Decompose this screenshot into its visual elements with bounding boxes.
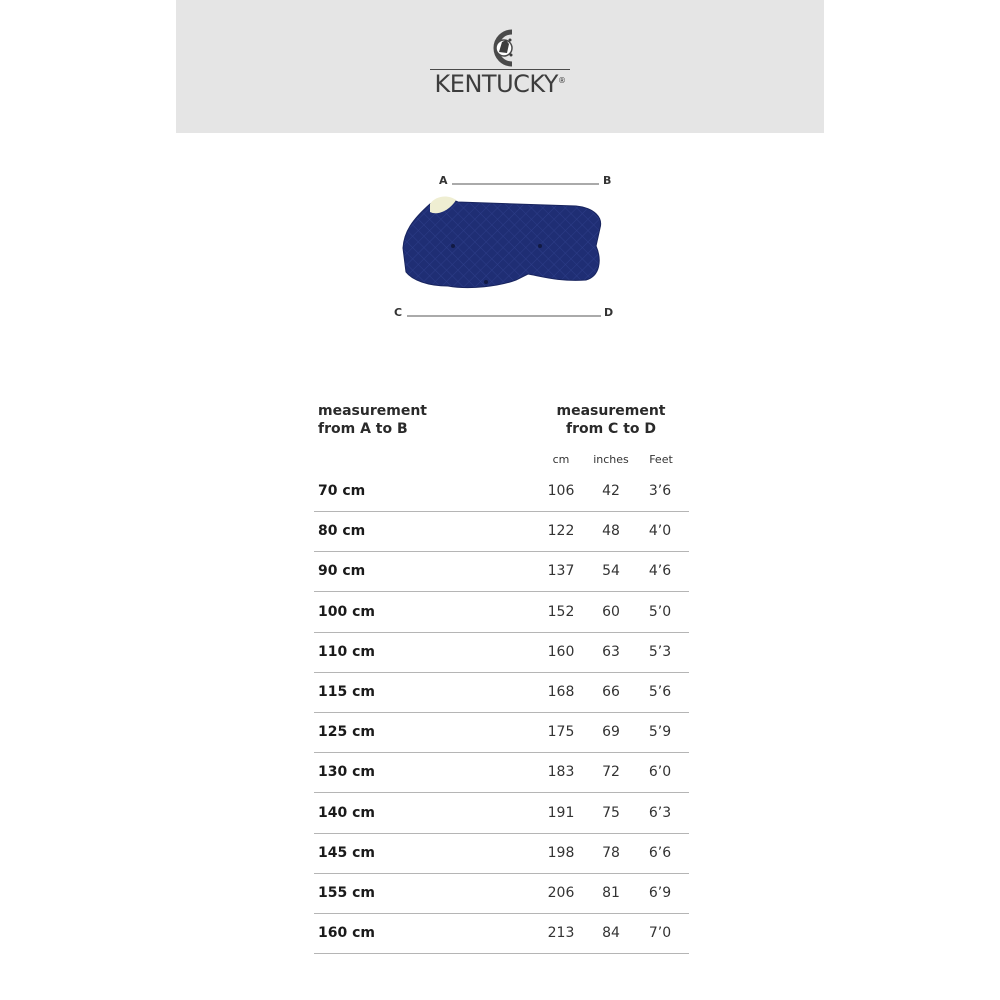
- table-row: [314, 833, 689, 874]
- inches-cell: 66: [602, 684, 620, 700]
- cm-cell: 206: [547, 885, 575, 901]
- table-row: [314, 471, 689, 512]
- cm-cell: 168: [547, 684, 575, 700]
- inches-cell: 75: [602, 804, 620, 821]
- heading-a-to-b: [318, 402, 427, 438]
- label-b: B: [603, 174, 612, 187]
- table-row: [314, 672, 689, 713]
- label-d: D: [604, 306, 614, 319]
- heading-c-to-d-line1: measurement: [556, 403, 666, 419]
- heading-a-to-b-line2: from A to B: [318, 421, 408, 437]
- cm-cell: 152: [547, 603, 575, 620]
- table-row: [314, 913, 689, 954]
- label-c: C: [394, 306, 403, 319]
- cm-cell: 213: [547, 925, 575, 942]
- table-row: [314, 511, 689, 552]
- kentucky-logo: [420, 26, 580, 106]
- size-cell: 160 cm: [318, 925, 375, 942]
- inches-cell: 63: [602, 643, 620, 660]
- feet-cell: 6’6: [648, 844, 672, 861]
- horseshoe-horse-icon: [420, 26, 580, 70]
- inches-cell: 81: [602, 885, 620, 901]
- feet-cell: 3’6: [648, 483, 672, 499]
- size-cell: 90 cm: [318, 563, 366, 580]
- inches-cell: 84: [602, 925, 620, 942]
- size-cell: 80 cm: [318, 523, 366, 540]
- unit-feet: Feet: [649, 453, 673, 466]
- size-cell: 155 cm: [318, 885, 375, 901]
- brand-name: KENTUCKY®: [434, 70, 566, 98]
- table-row: [314, 873, 689, 914]
- cm-cell: 106: [547, 483, 575, 499]
- inches-cell: 72: [602, 764, 620, 781]
- inches-cell: 69: [602, 724, 620, 741]
- label-a: A: [439, 174, 448, 187]
- logo-rule: [430, 69, 570, 70]
- feet-cell: 6’9: [648, 885, 672, 901]
- size-cell: 125 cm: [318, 724, 375, 741]
- inches-cell: 54: [602, 563, 620, 580]
- feet-cell: 6’0: [648, 764, 672, 781]
- cm-cell: 183: [547, 764, 575, 781]
- cm-cell: 160: [547, 643, 575, 660]
- size-cell: 115 cm: [318, 684, 375, 700]
- table-row: [314, 551, 689, 592]
- unit-inches: inches: [593, 453, 629, 466]
- size-cell: 70 cm: [318, 483, 366, 499]
- rug-image: [390, 168, 620, 328]
- cm-cell: 191: [547, 804, 575, 821]
- feet-cell: 5’6: [648, 684, 672, 700]
- size-cell: 140 cm: [318, 804, 375, 821]
- heading-c-to-d: [552, 402, 670, 438]
- size-cell: 110 cm: [318, 643, 375, 660]
- unit-cm: cm: [552, 453, 570, 466]
- cm-cell: 137: [547, 563, 575, 580]
- table-row: [314, 632, 689, 673]
- cm-cell: 122: [547, 523, 575, 540]
- inches-cell: 48: [602, 523, 620, 540]
- feet-cell: 4’6: [648, 563, 672, 580]
- table-row: [314, 793, 689, 834]
- cm-cell: 175: [547, 724, 575, 741]
- heading-a-to-b-line1: measurement: [318, 403, 427, 419]
- feet-cell: 5’9: [648, 724, 672, 741]
- size-cell: 130 cm: [318, 764, 375, 781]
- inches-cell: 42: [602, 483, 620, 499]
- feet-cell: 6’3: [648, 804, 672, 821]
- table-row: [314, 712, 689, 753]
- feet-cell: 4’0: [648, 523, 672, 540]
- size-cell: 100 cm: [318, 603, 375, 620]
- rug-measurement-diagram: [390, 168, 620, 328]
- inches-cell: 78: [602, 844, 620, 861]
- feet-cell: 5’0: [648, 603, 672, 620]
- heading-c-to-d-line2: from C to D: [565, 421, 657, 437]
- cm-cell: 198: [547, 844, 575, 861]
- size-cell: 145 cm: [318, 844, 375, 861]
- table-row: [314, 752, 689, 793]
- table-row: [314, 592, 689, 633]
- feet-cell: 5’3: [648, 643, 672, 660]
- inches-cell: 60: [602, 603, 620, 620]
- feet-cell: 7’0: [648, 925, 672, 942]
